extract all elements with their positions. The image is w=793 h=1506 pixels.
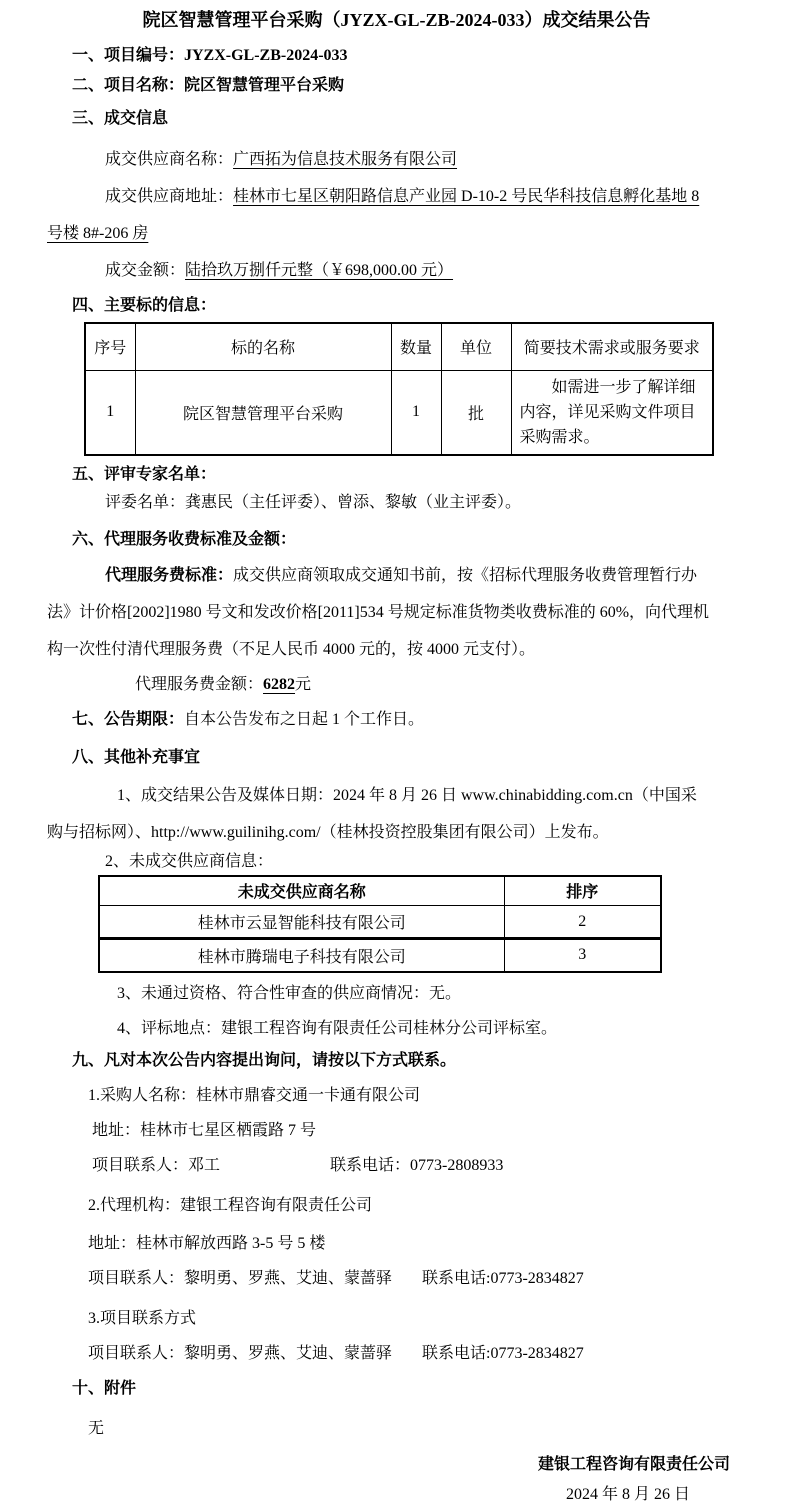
agency-address-line: 地址：桂林市解放西路 3-5 号 5 楼 bbox=[88, 1234, 326, 1252]
header-cell-name: 标的名称 bbox=[135, 323, 391, 370]
project-phone: 联系电话:0773-2834827 bbox=[422, 1344, 584, 1362]
purchaser-address-line: 地址：桂林市七星区栖霞路 7 号 bbox=[92, 1121, 317, 1139]
agency-fee-amount-value: 6282 bbox=[263, 675, 296, 693]
agency-phone: 联系电话:0773-2834827 bbox=[422, 1269, 584, 1287]
header-cell-req: 简要技术需求或服务要求 bbox=[511, 323, 713, 370]
purchaser-name-line: 1.采购人名称：桂林市鼎睿交通一卡通有限公司 bbox=[88, 1086, 421, 1104]
project-contact-heading: 3.项目联系方式 bbox=[88, 1309, 197, 1327]
agency-contact-line bbox=[88, 1268, 712, 1290]
award-amount-value: 陆拾玖万捌仟元整（￥698,000.00 元） bbox=[185, 262, 454, 279]
cell-supplier: 桂林市云显智能科技有限公司 bbox=[99, 906, 504, 939]
agency-fee-standard bbox=[47, 557, 712, 668]
supplier-address-label: 成交供应商地址： bbox=[105, 188, 234, 205]
other-item-2-losing-suppliers: 2、未成交供应商信息： bbox=[105, 852, 274, 870]
header-cell-qty: 数量 bbox=[391, 323, 441, 370]
table-row bbox=[99, 939, 661, 972]
section-3-award-info-heading: 三、成交信息 bbox=[72, 110, 169, 127]
table-header-row bbox=[99, 876, 661, 906]
header-cell-seq: 序号 bbox=[85, 323, 135, 370]
table-row bbox=[99, 906, 661, 939]
supplier-name-label: 成交供应商名称： bbox=[105, 151, 234, 168]
project-contact-line bbox=[88, 1343, 712, 1365]
judges-list: 评委名单：龚惠民（主任评委）、曾添、黎敏（业主评委）。 bbox=[105, 493, 522, 511]
section-5-experts-heading: 五、评审专家名单： bbox=[72, 465, 217, 483]
section-8-other-heading: 八、其他补充事宜 bbox=[72, 748, 201, 766]
purchaser-contact-person: 项目联系人：邓工 bbox=[92, 1156, 221, 1174]
cell-supplier: 桂林市腾瑞电子科技有限公司 bbox=[99, 939, 504, 972]
section-10-attachment-heading: 十、附件 bbox=[72, 1379, 137, 1397]
award-amount-label: 成交金额： bbox=[105, 262, 186, 279]
purchaser-phone: 联系电话：0773-2808933 bbox=[330, 1156, 504, 1174]
supplier-address-value: 桂林市七星区朝阳路信息产业园 D-10-2 号民华科技信息孵化基地 8 号楼 8#-206 房 bbox=[47, 188, 700, 242]
footer-date: 2024 年 8 月 26 日 bbox=[565, 1485, 690, 1503]
section-7-notice-period bbox=[72, 709, 712, 731]
agency-fee-standard-label: 代理服务费标准： bbox=[105, 566, 234, 584]
other-item-3-unqualified: 3、未通过资格、符合性审查的供应商情况：无。 bbox=[117, 984, 462, 1002]
other-item-4-venue: 4、评标地点：建银工程咨询有限责任公司桂林分公司评标室。 bbox=[117, 1019, 558, 1037]
other-item-1-media: 1、成交结果公告及媒体日期：2024 年 8 月 26 日 www.chinabidding.com.cn（中国采购与招标网）、http://www.guilinihg.com/（桂林投资控股集团有限公司）上发布。 bbox=[47, 786, 697, 841]
header-cell-rank: 排序 bbox=[504, 876, 661, 906]
footer-company-signature: 建银工程咨询有限责任公司 bbox=[537, 1455, 730, 1473]
section-7-text: 自本公告发布之日起 1 个工作日。 bbox=[184, 710, 425, 728]
cell-seq: 1 bbox=[85, 370, 135, 455]
agency-fee-amount-line bbox=[135, 674, 712, 696]
table-row bbox=[85, 370, 713, 455]
page-title: 院区智慧管理平台采购（JYZX-GL-ZB-2024-033）成交结果公告 bbox=[142, 10, 651, 30]
section-7-label: 七、公告期限： bbox=[72, 710, 185, 728]
cell-name: 院区智慧管理平台采购 bbox=[135, 370, 391, 455]
cell-rank: 2 bbox=[504, 906, 661, 939]
section-6-agency-fee-heading: 六、代理服务收费标准及金额： bbox=[72, 530, 297, 548]
agency-fee-amount-label: 代理服务费金额： bbox=[135, 675, 264, 693]
award-amount-line bbox=[105, 252, 712, 289]
project-contact-person: 项目联系人：黎明勇、罗燕、艾迪、蒙蔷驿 bbox=[88, 1344, 393, 1362]
section-9-contact-heading: 九、凡对本次公告内容提出询问，请按以下方式联系。 bbox=[72, 1051, 457, 1069]
losing-bidders-table bbox=[98, 875, 662, 973]
agency-contact-person: 项目联系人：黎明勇、罗燕、艾迪、蒙蔷驿 bbox=[88, 1269, 393, 1287]
supplier-name-line bbox=[105, 141, 712, 178]
agency-name-line: 2.代理机构：建银工程咨询有限责任公司 bbox=[88, 1196, 373, 1214]
section-1-project-number: 一、项目编号：JYZX-GL-ZB-2024-033 bbox=[72, 47, 348, 64]
supplier-name-value: 广西拓为信息技术服务有限公司 bbox=[233, 151, 458, 168]
section-2-project-name: 二、项目名称：院区智慧管理平台采购 bbox=[72, 77, 345, 94]
table-header-row bbox=[85, 323, 713, 370]
supplier-address-line bbox=[47, 178, 712, 252]
header-cell-supplier: 未成交供应商名称 bbox=[99, 876, 504, 906]
agency-fee-standard-text: 成交供应商领取成交通知书前，按《招标代理服务收费管理暂行办法》计价格[2002]1980 号文和发改价格[2011]534 号规定标准货物类收费标准的 60%，向代理机构一次性付清代理服务费（不足人民币 4000 元的，按 4000 元支付）。 bbox=[47, 566, 710, 658]
section-4-bid-items-heading: 四、主要标的信息： bbox=[72, 297, 217, 314]
cell-unit: 批 bbox=[441, 370, 511, 455]
bid-items-table bbox=[84, 322, 714, 456]
header-cell-unit: 单位 bbox=[441, 323, 511, 370]
cell-rank: 3 bbox=[504, 939, 661, 972]
cell-qty: 1 bbox=[391, 370, 441, 455]
agency-fee-amount-unit: 元 bbox=[295, 675, 312, 693]
purchaser-contact-line bbox=[92, 1155, 712, 1177]
cell-req: 如需进一步了解详细内容，详见采购文件项目采购需求。 bbox=[511, 370, 713, 455]
attachment-value: 无 bbox=[88, 1419, 105, 1437]
